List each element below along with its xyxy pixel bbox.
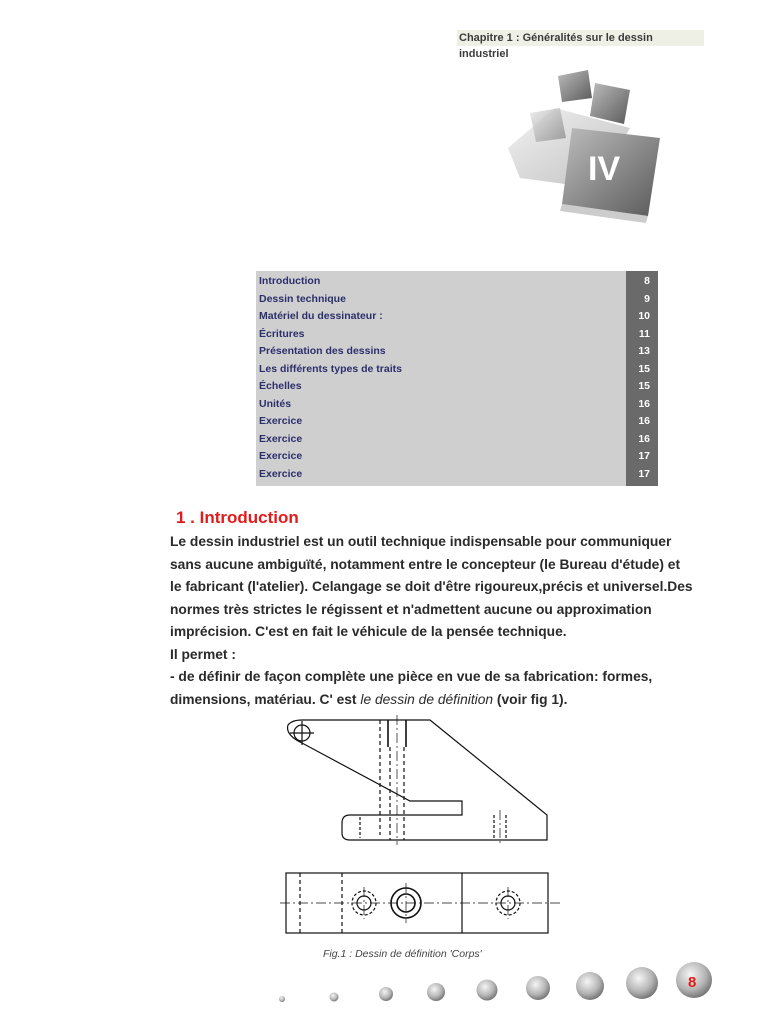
toc-item-page: 9 — [644, 292, 650, 305]
page-number: 8 — [688, 974, 697, 991]
toc-item-label: Dessin technique — [259, 292, 346, 305]
intro-line-8: dimensions, matériau. C' est le dessin de définition (voir fig 1). — [170, 691, 568, 707]
chapter-roman: IV — [588, 150, 621, 188]
decorative-bubbles — [270, 960, 730, 1010]
chapter-badge-graphic — [500, 68, 665, 228]
figure-caption: Fig.1 : Dessin de définition 'Corps' — [323, 948, 482, 960]
toc-item-label: Exercice — [259, 450, 303, 462]
toc-item-page: 10 — [638, 310, 650, 322]
toc-item-label: Unités — [259, 397, 292, 410]
toc-item-page: 15 — [638, 380, 650, 392]
toc-item-page: 16 — [638, 397, 650, 410]
intro-line-5: imprécision. C'est en fait le véhicule de la pensée technique. — [170, 624, 567, 639]
toc-item-page: 8 — [644, 275, 650, 287]
toc-item-label: Exercice — [259, 432, 303, 445]
toc-item-label: Échelles — [259, 380, 302, 392]
toc-item-page: 16 — [638, 432, 650, 445]
toc-item-label: Les différents types de traits — [259, 362, 402, 375]
intro-line-1: Le dessin industriel est un outil technique indispensable pour communiquer — [170, 534, 672, 549]
toc-item-label: Exercice — [259, 467, 303, 480]
table-of-contents — [256, 271, 658, 486]
toc-item-label: Exercice — [259, 415, 303, 427]
section-title: 1 . Introduction — [176, 508, 299, 527]
intro-line-7: - de définir de façon complète une pièce en vue de sa fabrication: formes, — [170, 669, 653, 684]
intro-line-2: sans aucune ambiguïté, notamment entre le concepteur (le Bureau d'étude) et — [170, 556, 681, 572]
chapter-header: Chapitre 1 : Généralités sur le dessin industriel — [457, 30, 704, 46]
toc-item-label: Introduction — [259, 275, 321, 287]
intro-line-6: Il permet : — [170, 646, 236, 662]
toc-item-page: 17 — [638, 450, 650, 462]
toc-item-label: Matériel du dessinateur : — [259, 310, 383, 322]
toc-item-page: 15 — [638, 362, 650, 375]
intro-line-3: le fabricant (l'atelier). Celangage se doit d'être rigoureux,précis et universel.Des — [170, 579, 693, 594]
technical-drawing-figure — [280, 715, 570, 940]
toc-item-label: Écritures — [259, 327, 305, 340]
definition-term: le dessin de définition — [360, 691, 494, 707]
toc-item-page: 17 — [638, 467, 650, 480]
toc-item-label: Présentation des dessins — [259, 345, 386, 357]
toc-item-page: 13 — [638, 345, 650, 357]
intro-paragraph — [170, 531, 742, 711]
toc-item-page: 11 — [638, 327, 650, 340]
intro-line-4: normes très strictes le régissent et n'admettent aucune ou approximation — [170, 601, 652, 617]
toc-item-page: 16 — [638, 415, 650, 427]
